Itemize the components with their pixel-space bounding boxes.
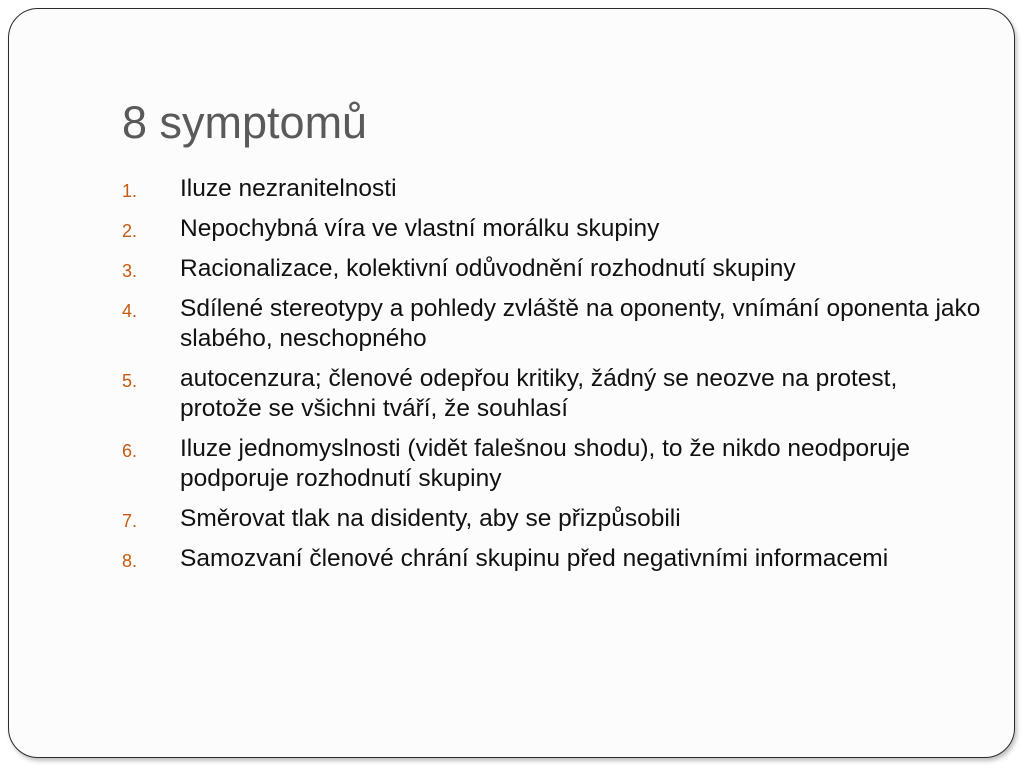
list-number: 1. — [122, 181, 138, 201]
list-number: 7. — [122, 511, 138, 531]
list-item — [122, 214, 982, 244]
list-number: 2. — [122, 221, 138, 241]
list-text: Nepochybná víra ve vlastní morálku skupiny — [180, 215, 660, 242]
list-item — [122, 254, 982, 284]
list-text: Racionalizace, kolektivní odůvodnění rozhodnutí skupiny — [180, 255, 796, 282]
list-item — [122, 504, 982, 534]
list-text: Iluze nezranitelnosti — [180, 175, 397, 202]
list-item — [122, 544, 982, 574]
slide-title: 8 symptomů — [122, 97, 368, 148]
slide-frame — [8, 8, 1015, 758]
list-number: 5. — [122, 371, 138, 391]
list-item — [122, 434, 982, 494]
list-number: 4. — [122, 301, 138, 321]
list-number: 8. — [122, 551, 138, 571]
list-text: Směrovat tlak na disidenty, aby se přizpůsobili — [180, 505, 681, 532]
list-item — [122, 364, 982, 424]
list-number: 6. — [122, 441, 138, 461]
list-item — [122, 174, 982, 204]
list-text: Iluze jednomyslnosti (vidět falešnou shodu), to že nikdo neodporuje podporuje rozhodnutí skupiny — [180, 435, 910, 492]
list-number: 3. — [122, 261, 138, 281]
list-text: Samozvaní členové chrání skupinu před negativními informacemi — [180, 545, 889, 572]
list-item — [122, 294, 982, 354]
symptom-list — [122, 174, 982, 584]
list-text: Sdílené stereotypy a pohledy zvláště na oponenty, vnímání oponenta jako slabého, neschopného — [180, 295, 981, 352]
list-text: autocenzura; členové odepřou kritiky, žádný se neozve na protest, protože se všichni tváří, že souhlasí — [180, 365, 898, 422]
